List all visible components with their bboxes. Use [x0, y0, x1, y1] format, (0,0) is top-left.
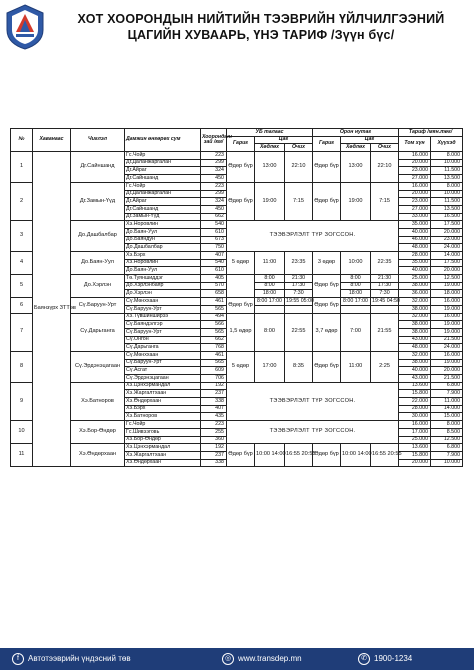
tariff-child: 15.000	[431, 413, 463, 421]
suspended-notice: ТЭЭВЭРЛЭЛТ ТҮР ЗОГССОН.	[227, 221, 399, 252]
tariff-adult: 35.000	[399, 221, 431, 229]
via-stop: Сү.Баруун-Урт	[125, 328, 201, 336]
tariff-adult: 38.000	[399, 282, 431, 290]
via-stop: Сү.Онгон	[125, 336, 201, 344]
tariff-adult: 36.000	[399, 290, 431, 298]
tariff-adult: 23.000	[399, 198, 431, 206]
tariff-child: 10.000	[431, 459, 463, 467]
col-header-adult: Том хүн	[399, 136, 431, 151]
ub-depart: 17:00	[255, 351, 285, 382]
ub-depart: 13:00	[255, 152, 285, 183]
distance-km: 565	[201, 305, 227, 313]
via-stop: Хэ.Түвшинширээ	[125, 313, 201, 321]
distance-km: 570	[201, 282, 227, 290]
tariff-adult: 30.000	[399, 413, 431, 421]
via-stop: Сү.Баяндэлгэр	[125, 321, 201, 329]
ub-day: Өдөр бүр	[227, 152, 255, 183]
table-row	[11, 313, 463, 321]
table-row	[11, 252, 463, 260]
col-header-day-local: Гариг	[313, 136, 341, 151]
route-number: 5	[11, 275, 33, 298]
distance-km: 566	[201, 321, 227, 329]
distance-km: 540	[201, 221, 227, 229]
tariff-adult: 25.000	[399, 436, 431, 444]
ub-depart: 10:00 14:00	[255, 444, 285, 467]
ub-day: Өдөр бүр	[227, 444, 255, 467]
tariff-child: 21.500	[431, 375, 463, 383]
distance-km: 324	[201, 167, 227, 175]
local-arrive: 21:30	[371, 275, 399, 283]
tariff-adult: 38.000	[399, 328, 431, 336]
via-stop: До.Дашбалбар	[125, 244, 201, 252]
tariff-child: 10.000	[431, 190, 463, 198]
tariff-adult: 38.000	[399, 321, 431, 329]
ub-day: 5 өдөр	[227, 252, 255, 275]
table-row	[11, 221, 463, 229]
distance-km: 237	[201, 390, 227, 398]
bus-station-name: Баянзүрх ЗТТөв	[33, 152, 71, 467]
ub-arrive: 22:10	[285, 152, 313, 183]
via-stop: Тө.Туяншиддэг	[125, 275, 201, 283]
via-stop: Сү.Дарьганга	[125, 344, 201, 352]
via-stop: Гс.Чойр	[125, 421, 201, 429]
local-depart	[341, 305, 371, 313]
tariff-child: 21.500	[431, 336, 463, 344]
local-depart: 7:00	[341, 313, 371, 351]
via-stop: Хэ.Бэрх	[125, 252, 201, 260]
distance-km: 338	[201, 459, 227, 467]
ub-arrive: 7:30	[285, 290, 313, 298]
tariff-child: 19.000	[431, 359, 463, 367]
route-number: 4	[11, 252, 33, 275]
via-stop: Хэ.Өндөрхаан	[125, 398, 201, 406]
distance-km: 494	[201, 313, 227, 321]
distance-km: 407	[201, 405, 227, 413]
tariff-child: 23.000	[431, 236, 463, 244]
distance-km: 192	[201, 444, 227, 452]
tariff-adult: 16.000	[399, 421, 431, 429]
col-header-station: Хаванаас	[33, 129, 71, 152]
ub-arrive: 23:35	[285, 252, 313, 275]
local-arrive	[371, 305, 399, 313]
via-stop: Гс.Чойр	[125, 152, 201, 160]
distance-km: 768	[201, 344, 227, 352]
col-header-ub-side: УБ талаас	[227, 129, 313, 137]
tariff-adult: 38.000	[399, 359, 431, 367]
via-stop: Сү.Баруун-Урт	[125, 305, 201, 313]
local-arrive: 16:55 20:55	[371, 444, 399, 467]
local-depart: 19:00	[341, 182, 371, 220]
distance-km: 750	[201, 244, 227, 252]
tariff-child: 16.000	[431, 313, 463, 321]
footer-phone[interactable]: 1900-1234	[374, 654, 413, 663]
tariff-child: 8.000	[431, 152, 463, 160]
tariff-child: 19.000	[431, 321, 463, 329]
via-stop: Сү.Асгат	[125, 367, 201, 375]
tariff-adult: 43.000	[399, 375, 431, 383]
via-stop: Хэ.Бэрх	[125, 405, 201, 413]
tariff-adult: 38.000	[399, 305, 431, 313]
ub-arrive	[285, 305, 313, 313]
distance-km: 223	[201, 182, 227, 190]
ub-depart: 18:00	[255, 290, 285, 298]
facebook-icon: f	[12, 653, 24, 665]
ub-arrive: 21:30	[285, 275, 313, 283]
distance-km: 609	[201, 367, 227, 375]
local-day: Өдөр бүр	[313, 444, 341, 467]
distance-km: 338	[201, 398, 227, 406]
tariff-adult: 48.000	[399, 244, 431, 252]
local-depart: 10:00 14:00	[341, 444, 371, 467]
route-direction: Сү.Баруун-Урт	[71, 298, 125, 313]
via-stop: Хэ.Цэнхэрмандал	[125, 444, 201, 452]
ub-depart	[255, 305, 285, 313]
tariff-child: 16.000	[431, 298, 463, 306]
tariff-adult: 40.000	[399, 367, 431, 375]
via-stop: Дг.Замын-Үүд	[125, 213, 201, 221]
distance-km: 610	[201, 228, 227, 236]
page-footer	[0, 648, 474, 670]
distance-km: 223	[201, 152, 227, 160]
ub-day: Өдөр бүр	[227, 182, 255, 220]
local-day: Өдөр бүр	[313, 182, 341, 220]
tariff-child: 19.000	[431, 282, 463, 290]
tariff-child: 6.800	[431, 444, 463, 452]
tariff-adult: 20.000	[399, 190, 431, 198]
ub-depart: 8:00	[255, 282, 285, 290]
local-arrive: 7:15	[371, 182, 399, 220]
tariff-adult: 16.000	[399, 152, 431, 160]
footer-website[interactable]: www.transdep.mn	[238, 654, 302, 663]
via-stop: До.Баян-Уул	[125, 228, 201, 236]
page-header	[0, 0, 474, 58]
tariff-child: 17.500	[431, 221, 463, 229]
tariff-child: 24.000	[431, 344, 463, 352]
route-direction: До.Баян-Уул	[71, 252, 125, 275]
col-header-depart-local: Хөдлөх	[341, 144, 371, 152]
route-direction: До.Дашбалбар	[71, 221, 125, 252]
distance-km: 450	[201, 205, 227, 213]
route-number: 9	[11, 382, 33, 420]
tariff-child: 11.000	[431, 398, 463, 406]
distance-km: 255	[201, 428, 227, 436]
tariff-adult: 20.000	[399, 159, 431, 167]
route-number: 10	[11, 421, 33, 444]
via-stop: Дг.Айраг	[125, 198, 201, 206]
tariff-child: 11.500	[431, 198, 463, 206]
ub-arrive: 8:35	[285, 351, 313, 382]
via-stop: Сү.Мөнххаан	[125, 298, 201, 306]
distance-km: 461	[201, 298, 227, 306]
route-number: 8	[11, 351, 33, 382]
table-row	[11, 444, 463, 452]
tariff-adult: 20.000	[399, 459, 431, 467]
distance-km: 299	[201, 159, 227, 167]
tariff-child: 13.500	[431, 175, 463, 183]
via-stop: Сү.Баруун-Урт	[125, 359, 201, 367]
tariff-adult: 40.000	[399, 267, 431, 275]
table-row	[11, 382, 463, 390]
route-direction: Хэ.Өндөрхаан	[71, 444, 125, 467]
via-stop: Дг.Сайншанд	[125, 175, 201, 183]
route-number: 11	[11, 444, 33, 467]
local-depart: 13:00	[341, 152, 371, 183]
ub-depart: 8:00	[255, 313, 285, 351]
via-stop: Хэ.Жаргалтхаан	[125, 390, 201, 398]
distance-km: 407	[201, 252, 227, 260]
ub-day: Өдөр бүр	[227, 298, 255, 313]
schedule-table	[10, 128, 463, 467]
distance-km: 450	[201, 175, 227, 183]
distance-km: 565	[201, 328, 227, 336]
ub-day: 5 өдөр	[227, 351, 255, 382]
via-stop: Дг.Сайншанд	[125, 205, 201, 213]
ub-depart: 11:00	[255, 252, 285, 275]
col-header-distance: Хоорондын зай /км/	[201, 129, 227, 152]
tariff-adult: 43.000	[399, 336, 431, 344]
local-arrive: 22:10	[371, 152, 399, 183]
tariff-child: 7.900	[431, 451, 463, 459]
tariff-adult: 22.000	[399, 398, 431, 406]
tariff-adult: 28.000	[399, 252, 431, 260]
via-stop: Хэ.Норовлин	[125, 259, 201, 267]
via-stop: Хэ.Жаргалтхаан	[125, 451, 201, 459]
tariff-child: 8.000	[431, 421, 463, 429]
via-stop: До.Хэрлэнбаяр	[125, 282, 201, 290]
page-title-line1: ХОТ ХООРОНДЫН НИЙТИЙН ТЭЭВРИЙН ҮЙЛЧИЛГЭЭНИЙ	[77, 12, 445, 26]
col-header-tariff: Тариф /мян.төг/	[399, 129, 463, 137]
tariff-child: 12.500	[431, 436, 463, 444]
tariff-child: 10.000	[431, 159, 463, 167]
via-stop: До.Баяндун	[125, 236, 201, 244]
tariff-adult: 46.000	[399, 236, 431, 244]
local-day: 3 өдөр	[313, 252, 341, 275]
table-row	[11, 182, 463, 190]
tariff-child: 19.000	[431, 328, 463, 336]
local-depart: 8:00 17:00	[341, 298, 371, 306]
via-stop: Хэ.Цэнхэрмандал	[125, 382, 201, 390]
col-header-child: Хүүхэд	[431, 136, 463, 151]
tariff-child: 8.500	[431, 428, 463, 436]
tariff-adult: 32.000	[399, 351, 431, 359]
phone-icon: ✆	[358, 653, 370, 665]
tariff-child: 20.000	[431, 367, 463, 375]
distance-km: 435	[201, 413, 227, 421]
distance-km: 662	[201, 213, 227, 221]
tariff-child: 17.500	[431, 259, 463, 267]
local-day: Өдөр бүр	[313, 275, 341, 298]
tariff-adult: 16.000	[399, 182, 431, 190]
local-depart: 8:00	[341, 275, 371, 283]
tariff-adult: 13.600	[399, 444, 431, 452]
col-header-day: Гариг	[227, 136, 255, 151]
distance-km: 461	[201, 351, 227, 359]
tariff-child: 14.000	[431, 252, 463, 260]
col-header-local-side: Орон нутаг	[313, 129, 399, 137]
via-stop: Хэ.Норовлин	[125, 221, 201, 229]
tariff-child: 24.000	[431, 244, 463, 252]
distance-km: 360	[201, 436, 227, 444]
ub-arrive: 16:55 20:55	[285, 444, 313, 467]
transport-logo-icon	[5, 4, 45, 50]
ub-depart: 19:00	[255, 182, 285, 220]
local-depart: 11:00	[341, 351, 371, 382]
via-stop: Хэ.Бор-Өндөр	[125, 436, 201, 444]
distance-km: 673	[201, 236, 227, 244]
distance-km: 662	[201, 336, 227, 344]
tariff-adult: 25.000	[399, 275, 431, 283]
col-header-arrive-local: Очих	[371, 144, 399, 152]
tariff-adult: 27.000	[399, 205, 431, 213]
ub-depart: 8:00 17:00	[255, 298, 285, 306]
via-stop: Дг.Даланжаргалан	[125, 190, 201, 198]
via-stop: Сү.Эрдэнэцагаан	[125, 375, 201, 383]
local-arrive: 21:55	[371, 313, 399, 351]
tariff-child: 20.000	[431, 228, 463, 236]
tariff-adult: 40.000	[399, 228, 431, 236]
route-number: 6	[11, 298, 33, 313]
local-arrive: 22:35	[371, 252, 399, 275]
route-direction: Сү.Дарьганга	[71, 313, 125, 351]
tariff-child: 6.800	[431, 382, 463, 390]
tariff-child: 8.000	[431, 182, 463, 190]
tariff-child: 7.900	[431, 390, 463, 398]
col-header-arrive: Очих	[285, 144, 313, 152]
tariff-child: 16.500	[431, 213, 463, 221]
distance-km: 610	[201, 267, 227, 275]
col-header-direction: Чиглэл	[71, 129, 125, 152]
tariff-child: 20.000	[431, 267, 463, 275]
distance-km: 223	[201, 421, 227, 429]
tariff-child: 18.000	[431, 290, 463, 298]
tariff-adult: 35.000	[399, 259, 431, 267]
table-row	[11, 351, 463, 359]
distance-km: 237	[201, 451, 227, 459]
local-depart: 10:00	[341, 252, 371, 275]
route-direction: Дг.Сайншанд	[71, 152, 125, 183]
footer-facebook-name: Автотээврийн үндэсний төв	[28, 654, 131, 663]
route-number: 3	[11, 221, 33, 252]
local-arrive: 17:30	[371, 282, 399, 290]
local-day: Өдөр бүр	[313, 152, 341, 183]
ub-arrive: 7:15	[285, 182, 313, 220]
tariff-child: 19.000	[431, 305, 463, 313]
local-arrive: 2:25	[371, 351, 399, 382]
tariff-adult: 15.800	[399, 451, 431, 459]
route-direction: До.Хэрлэн	[71, 275, 125, 298]
route-number: 7	[11, 313, 33, 351]
local-day: Өдөр бүр	[313, 351, 341, 382]
local-day: 3,7 өдөр	[313, 313, 341, 351]
via-stop: Гс.Шивээговь	[125, 428, 201, 436]
tariff-child: 13.500	[431, 205, 463, 213]
route-direction: Хэ.Бор-Өндөр	[71, 421, 125, 444]
col-header-time: Цаг	[255, 136, 313, 144]
page-title-line2: ЦАГИЙН ХУВААРЬ, ҮНЭ ТАРИФ /Зүүн бүс/	[127, 28, 395, 42]
ub-day: 1,5 өдөр	[227, 313, 255, 351]
table-row	[11, 298, 463, 306]
tariff-adult: 17.000	[399, 428, 431, 436]
local-arrive: 7:30	[371, 290, 399, 298]
ub-day	[227, 275, 255, 298]
via-stop: Гс.Чойр	[125, 182, 201, 190]
distance-km: 540	[201, 259, 227, 267]
col-header-depart: Хөдлөх	[255, 144, 285, 152]
tariff-adult: 23.000	[399, 167, 431, 175]
distance-km: 565	[201, 359, 227, 367]
tariff-adult: 13.600	[399, 382, 431, 390]
ub-arrive: 19:55 05:00	[286, 297, 314, 304]
via-stop: До.Баян-Уул	[125, 267, 201, 275]
local-depart: 18:00	[341, 290, 371, 298]
via-stop: До.Хэрлэн	[125, 290, 201, 298]
route-number: 1	[11, 152, 33, 183]
ub-arrive: 17:30	[285, 282, 313, 290]
distance-km: 658	[201, 290, 227, 298]
tariff-child: 11.500	[431, 167, 463, 175]
tariff-child: 14.000	[431, 405, 463, 413]
ub-depart: 8:00	[255, 275, 285, 283]
local-day: Өдөр бүр	[313, 298, 341, 313]
tariff-adult: 32.000	[399, 298, 431, 306]
table-row	[11, 275, 463, 283]
via-stop: Дг.Даланжаргалан	[125, 159, 201, 167]
route-direction: Дг.Замын-Үүд	[71, 182, 125, 220]
distance-km: 706	[201, 375, 227, 383]
tariff-adult: 33.000	[399, 213, 431, 221]
table-row	[11, 152, 463, 160]
via-stop: Дг.Айраг	[125, 167, 201, 175]
distance-km: 192	[201, 382, 227, 390]
local-depart: 8:00	[341, 282, 371, 290]
tariff-adult: 48.000	[399, 344, 431, 352]
distance-km: 405	[201, 275, 227, 283]
via-stop: Хэ.Батноров	[125, 413, 201, 421]
route-number: 2	[11, 182, 33, 220]
tariff-adult: 32.000	[399, 313, 431, 321]
globe-icon: ◎	[222, 653, 234, 665]
tariff-adult: 28.000	[399, 405, 431, 413]
tariff-child: 16.000	[431, 351, 463, 359]
local-arrive: 19:45 04:50	[372, 297, 400, 304]
suspended-notice: ТЭЭВЭРЛЭЛТ ТҮР ЗОГССОН.	[227, 382, 399, 420]
suspended-notice: ТЭЭВЭРЛЭЛТ ТҮР ЗОГССОН.	[227, 421, 399, 444]
tariff-adult: 15.800	[399, 390, 431, 398]
distance-km: 299	[201, 190, 227, 198]
via-stop: Сү.Мөнххаан	[125, 351, 201, 359]
col-header-via: Дамжин өнгөрөх сум	[125, 129, 201, 152]
route-direction: Сү.Эрдэнэцагаан	[71, 351, 125, 382]
col-header-no: №	[11, 129, 33, 152]
tariff-adult: 27.000	[399, 175, 431, 183]
tariff-child: 12.500	[431, 275, 463, 283]
distance-km: 324	[201, 198, 227, 206]
route-direction: Хэ.Батноров	[71, 382, 125, 420]
via-stop: Хэ.Өндөрхаан	[125, 459, 201, 467]
ub-arrive: 22:55	[285, 313, 313, 351]
table-row	[11, 421, 463, 429]
col-header-time-local: Цаг	[341, 136, 399, 144]
